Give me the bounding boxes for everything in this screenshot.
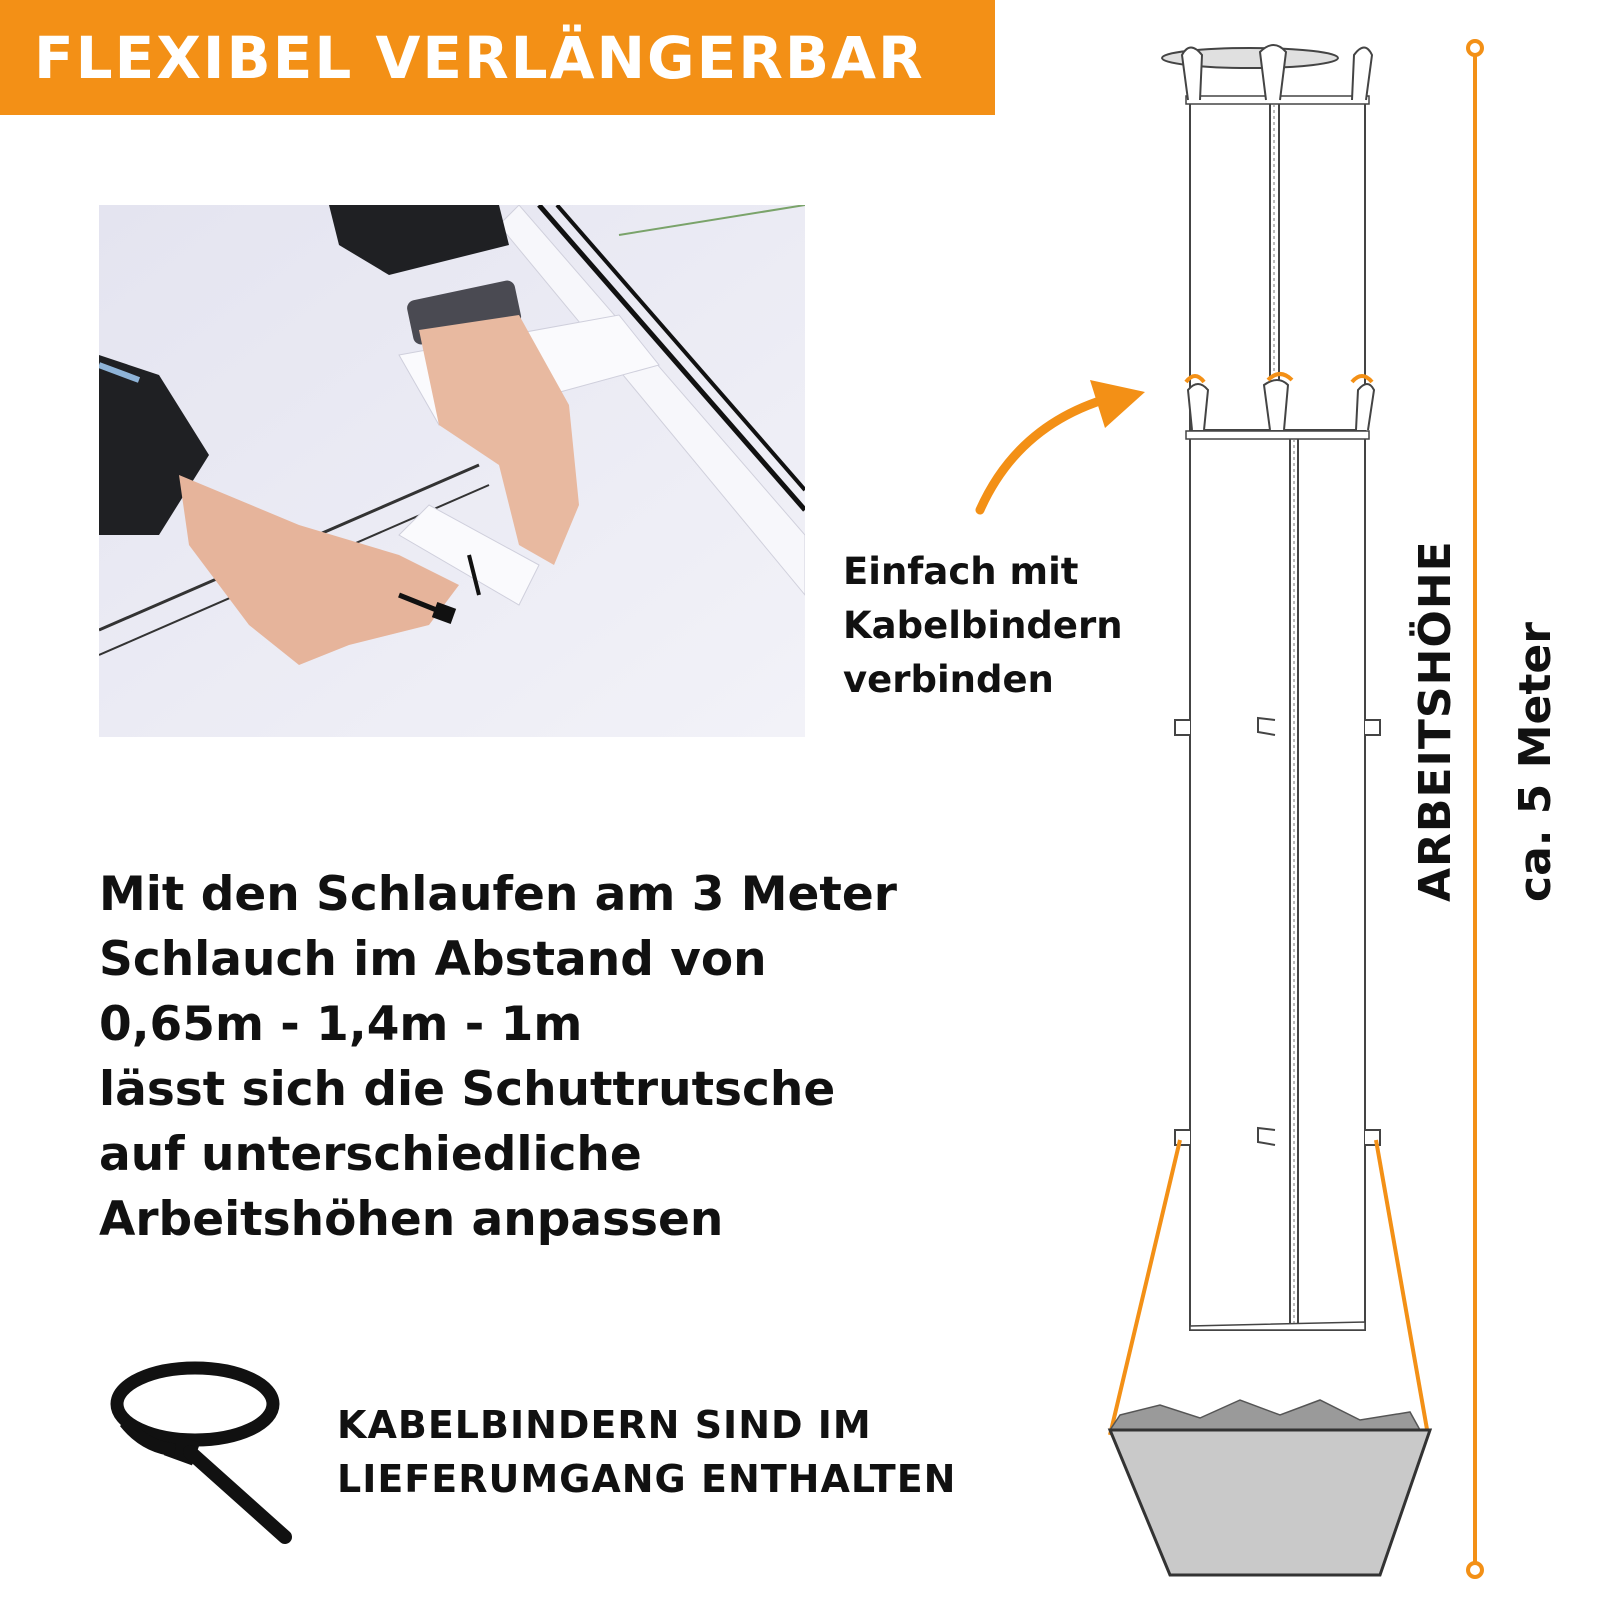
included-notice: [337, 1398, 1057, 1506]
product-photo: [99, 205, 805, 737]
hands-cable-tie-illustration: [99, 205, 805, 737]
working-height-label: ARBEITSHÖHE: [1410, 540, 1461, 902]
notice-line: KABELBINDERN SIND IM: [337, 1403, 872, 1447]
description-line: Mit den Schlaufen am 3 Meter: [99, 867, 897, 922]
description-line: Schlauch im Abstand von: [99, 932, 767, 987]
description-line: 0,65m - 1,4m - 1m: [99, 997, 583, 1052]
description-line: lässt sich die Schuttrutsche: [99, 1062, 836, 1117]
callout-line: Kabelbindern: [843, 604, 1123, 647]
height-value-label: ca. 5 Meter: [1510, 622, 1561, 902]
banner-title: FLEXIBEL VERLÄNGERBAR: [34, 23, 925, 92]
callout-line: Einfach mit: [843, 550, 1079, 593]
notice-line: LIEFERUMGANG ENTHALTEN: [337, 1457, 957, 1501]
description-line: auf unterschiedliche: [99, 1127, 642, 1182]
header-banner: [0, 0, 995, 115]
callout-line: verbinden: [843, 658, 1054, 701]
cable-tie-icon: [105, 1352, 305, 1552]
description-line: Arbeitshöhen anpassen: [99, 1192, 724, 1247]
description-text: [99, 862, 999, 1252]
